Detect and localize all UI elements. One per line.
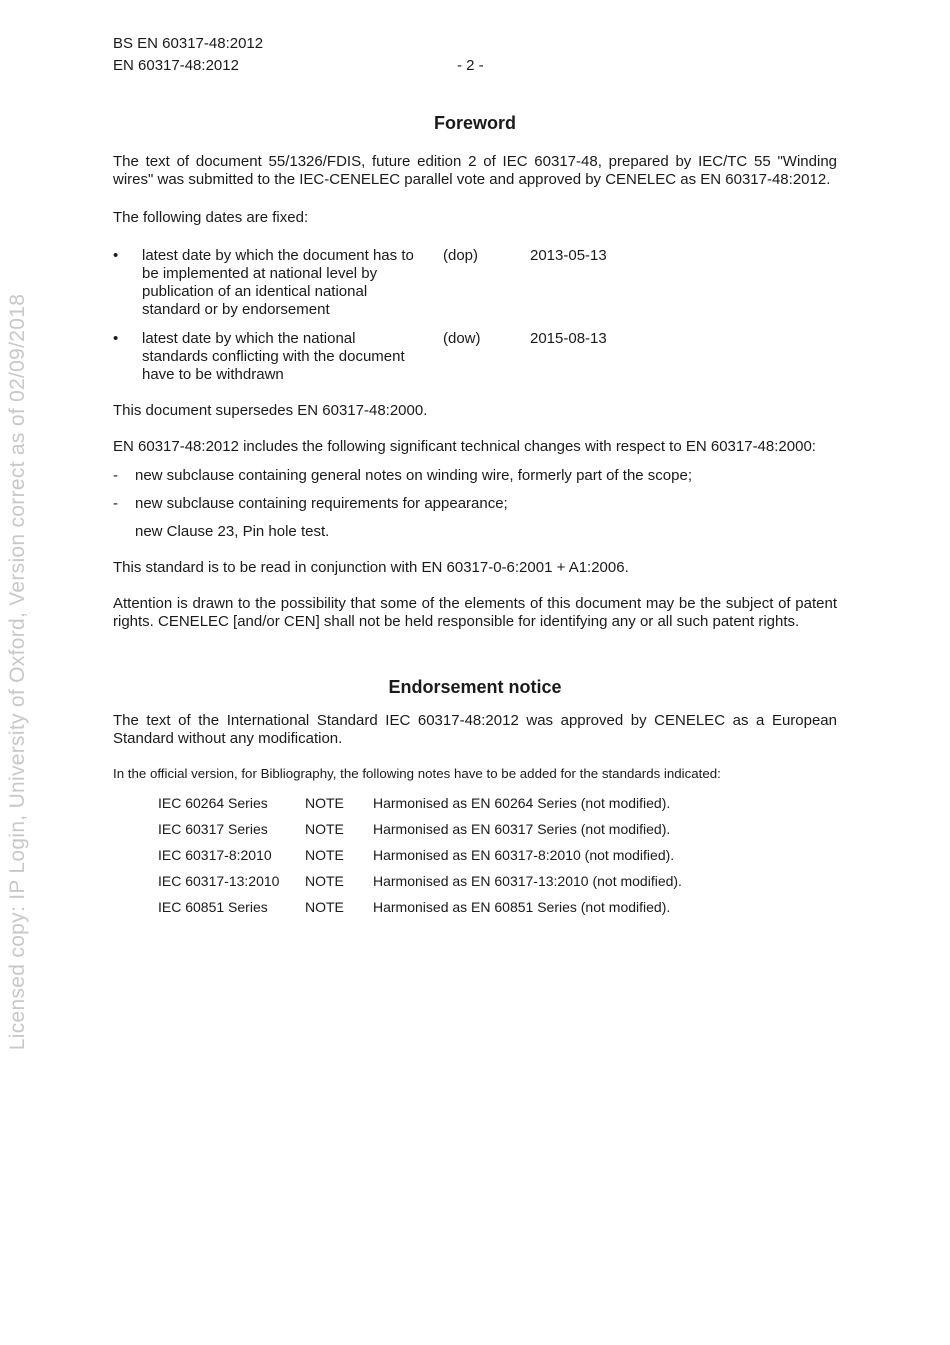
- note-row: [158, 842, 837, 868]
- page-number: - 2 -: [457, 57, 484, 74]
- date-item-dop: [113, 247, 837, 319]
- dates-list: [113, 247, 837, 384]
- note-label: NOTE: [305, 873, 344, 889]
- change-text: new subclause containing general notes on winding wire, formerly part of the scope;: [135, 467, 692, 484]
- date-code: (dow): [443, 330, 481, 347]
- note-label: NOTE: [305, 899, 344, 915]
- change-item: [113, 495, 837, 513]
- endorsement-heading: Endorsement notice: [388, 677, 562, 697]
- supersedes-text: This document supersedes EN 60317-48:2000.: [113, 402, 428, 419]
- foreword-intro: The text of document 55/1326/FDIS, future edition 2 of IEC 60317-48, prepared by IEC/TC 55 "Winding wires" was submitted to the IEC-CENELEC parallel vote and approved by CENELEC as EN 60317-48:2012.: [113, 153, 837, 188]
- note-standard: IEC 60851 Series: [158, 899, 268, 915]
- date-description: latest date by which the document has to be implemented at national level by publication of an identical national standard or by endorsement: [142, 247, 414, 318]
- note-row: [158, 816, 837, 842]
- note-label: NOTE: [305, 847, 344, 863]
- note-text: Harmonised as EN 60317-8:2010 (not modified).: [373, 847, 675, 863]
- note-row: [158, 790, 837, 816]
- change-text: new subclause containing requirements for appearance;: [135, 495, 508, 512]
- bullet: •: [113, 247, 119, 264]
- conjunction-text: This standard is to be read in conjunction with EN 60317-0-6:2001 + A1:2006.: [113, 559, 629, 576]
- note-standard: IEC 60264 Series: [158, 795, 268, 811]
- date-value: 2013-05-13: [530, 247, 607, 264]
- note-label: NOTE: [305, 821, 344, 837]
- note-row: [158, 868, 837, 894]
- dash-marker: -: [113, 467, 118, 484]
- note-standard: IEC 60317 Series: [158, 821, 268, 837]
- bibliography-intro: In the official version, for Bibliography, the following notes have to be added for the standards indicated:: [113, 766, 721, 781]
- date-item-dow: [113, 330, 837, 384]
- note-text: Harmonised as EN 60851 Series (not modified).: [373, 899, 671, 915]
- note-standard: IEC 60317-13:2010: [158, 873, 280, 889]
- standard-id-en: EN 60317-48:2012: [113, 57, 239, 74]
- change-item: [113, 467, 837, 485]
- dates-intro: The following dates are fixed:: [113, 209, 309, 226]
- license-watermark: Licensed copy: IP Login, University of Oxford, Version correct as of 02/09/2018: [6, 293, 29, 1051]
- date-value: 2015-08-13: [530, 330, 607, 347]
- changes-intro: EN 60317-48:2012 includes the following significant technical changes with respect to EN 60317-48:2000:: [113, 438, 816, 455]
- endorsement-text: The text of the International Standard IEC 60317-48:2012 was approved by CENELEC as a European Standard without any modification.: [113, 712, 837, 747]
- note-text: Harmonised as EN 60317-13:2010 (not modified).: [373, 873, 682, 889]
- page-content: [113, 114, 837, 920]
- change-item-extra: new Clause 23, Pin hole test.: [135, 523, 330, 540]
- patent-notice: Attention is drawn to the possibility that some of the elements of this document may be the subject of patent rights. CENELEC [and/or CEN] shall not be held responsible for identifying any or all such patent rights.: [113, 595, 837, 630]
- foreword-heading: Foreword: [433, 113, 516, 133]
- standard-id-bs: BS EN 60317-48:2012: [113, 35, 264, 52]
- note-text: Harmonised as EN 60264 Series (not modified).: [373, 795, 671, 811]
- note-standard: IEC 60317-8:2010: [158, 847, 272, 863]
- note-row: [158, 894, 837, 920]
- bibliography-notes: [158, 790, 837, 920]
- dash-marker: -: [113, 495, 118, 512]
- note-label: NOTE: [305, 795, 344, 811]
- note-text: Harmonised as EN 60317 Series (not modified).: [373, 821, 671, 837]
- date-code: (dop): [443, 247, 479, 264]
- date-description: latest date by which the national standards conflicting with the document have to be withdrawn: [142, 330, 405, 383]
- bullet: •: [113, 330, 119, 347]
